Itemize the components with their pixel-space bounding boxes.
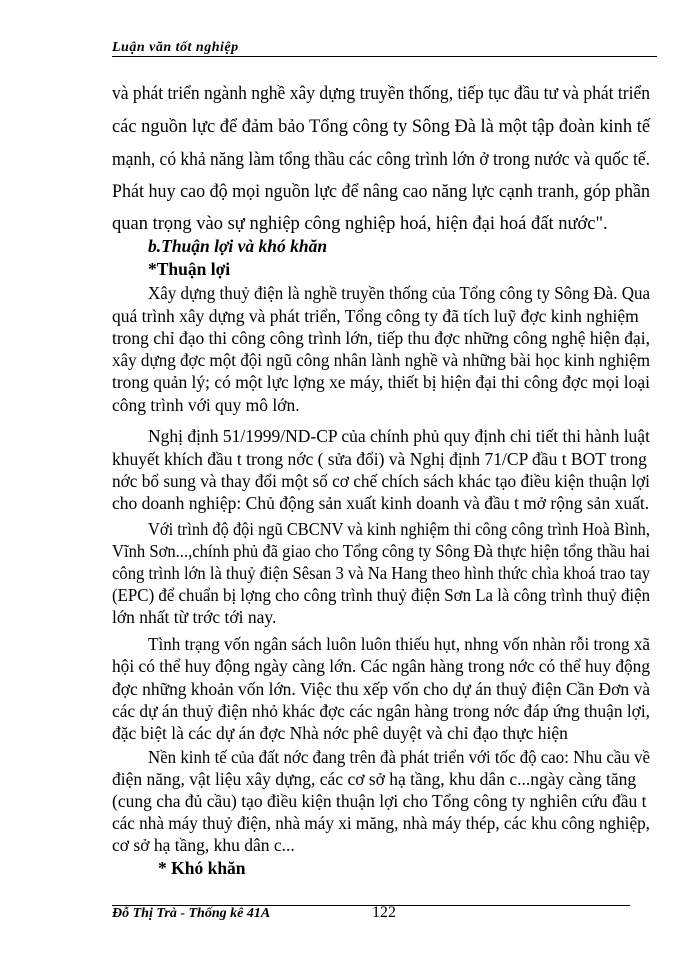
body-line: cơ sở hạ tầng, khu dân c...: [112, 835, 295, 855]
running-header-title: Luận văn tốt nghiệp: [112, 40, 239, 55]
intro-line: và phát triển ngành nghề xây dựng truyền thống, tiếp tục đầu tư và phát triển: [112, 84, 651, 104]
body-line: các nhà máy thuỷ điện, nhà máy xi măng, nhà máy thép, các khu công nghiệp,: [112, 813, 650, 833]
body-line: Với trình độ đội ngũ CBCNV và kinh nghiệm thi công công trình Hoà Bình,: [148, 519, 651, 539]
body-line: trong chỉ đạo thi công công trình lớn, tiếp thu đợc những công nghệ hiện đại,: [112, 328, 650, 348]
body-line: Vĩnh Sơn...,chính phủ đã giao cho Tổng công ty Sông Đà thực hiện tổng thầu hai: [112, 541, 651, 561]
body-line: (cung cha đủ cầu) tạo điều kiện thuận lợi cho Tổng công ty nghiên cứu đầu t: [112, 791, 647, 811]
body-line: cho doanh nghiệp: Chủ động sản xuất kinh doanh và đầu t mở rộng sản xuất.: [112, 493, 650, 513]
intro-line: mạnh, có khả năng làm tổng thầu các công trình lớn ở trong nước và quốc tế.: [112, 150, 651, 170]
body-line: điện năng, vật liệu xây dựng, các cơ sở hạ tầng, khu dân c...ngày càng tăng: [112, 769, 637, 789]
body-line: xây dựng đợc một đội ngũ công nhân lành nghề và những bài học kinh nghiệm: [112, 350, 650, 370]
body-line: đặc biệt là các dự án đợc Nhà nớc phê duyệt và chỉ đạo thực hiện: [112, 723, 568, 743]
body-line: đợc những khoản vốn lớn. Việc thu xếp vốn cho dự án thuỷ điện Cần Đơn và: [112, 679, 651, 699]
body-line: Nghị định 51/1999/ND-CP của chính phủ quy định chi tiết thi hành luật: [148, 426, 650, 446]
footer-author: Đỗ Thị Trà - Thống kê 41A: [112, 906, 271, 921]
body-line: Xây dựng thuỷ điện là nghề truyền thống của Tổng công ty Sông Đà. Qua: [148, 283, 651, 303]
body-line: (EPC) để chuẩn bị lợng cho công trình thuỷ điện Sơn La là công trình thuỷ điện: [112, 585, 651, 605]
body-line: khuyết khích đầu t trong nớc ( sửa đổi) và Nghị định 71/CP đầu t BOT trong: [112, 449, 647, 469]
intro-line: các nguồn lực để đảm bảo Tổng công ty Sông Đà là một tập đoàn kinh tế: [112, 117, 651, 137]
body-line: quá trình xây dựng và phát triển, Tổng công ty đã tích luỹ đợc kinh nghiệm: [112, 306, 639, 326]
intro-line: quan trọng vào sự nghiệp công nghiệp hoá, hiện đại hoá đất nước".: [112, 214, 608, 234]
difficulties-subheading: * Khó khăn: [158, 858, 246, 878]
body-line: công trình với quy mô lớn.: [112, 395, 300, 415]
body-line: trong quản lý; có một lực lợng xe máy, thiết bị hiện đại thi công đợc mọi loại: [112, 372, 650, 392]
body-line: hội có thể huy động ngày càng lớn. Các ngân hàng trong nớc có thể huy động: [112, 656, 651, 676]
section-heading: b.Thuận lợi và khó khăn: [148, 236, 328, 256]
header-divider: [112, 56, 657, 57]
intro-line: Phát huy cao độ mọi nguồn lực để nâng cao năng lực cạnh tranh, góp phần: [112, 182, 651, 202]
body-line: công trình lớn là thuỷ điện Sêsan 3 và Na Hang theo hình thức chìa khoá trao tay: [112, 563, 651, 583]
body-line: Nền kinh tế của đất nớc đang trên đà phát triển với tốc độ cao: Nhu cầu về: [148, 747, 651, 767]
page-number: 122: [372, 904, 396, 921]
advantages-subheading: *Thuận lợi: [148, 259, 231, 279]
body-line: nớc bổ sung và thay đổi một số cơ chế chích sách khác tạo điều kiện thuận lợi: [112, 471, 650, 491]
body-line: Tình trạng vốn ngân sách luôn luôn thiếu hụt, nhng vốn nhàn rỗi trong xã: [148, 634, 650, 654]
body-line: lớn nhất từ trớc tới nay.: [112, 607, 277, 627]
body-line: các dự án thuỷ điện nhỏ khác đợc các ngân hàng trong nớc đáp ứng thuận lợi,: [112, 701, 651, 721]
